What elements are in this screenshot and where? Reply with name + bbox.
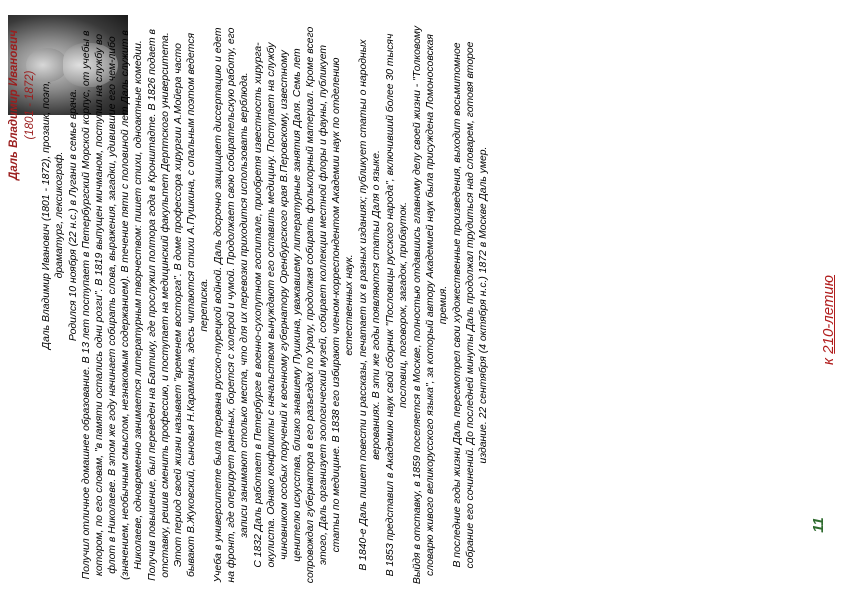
paragraph: Получив повышение, был переведен на Балтику, где прослужил полтора года в Кронштадте. В 1826 подает в отставку, решив сменить профессию, и поступает на медицинский факультет Дерптского университета. Этот период своей жизни называет "временем восторга". В доме профессора хирургии А.Мойера часто бывают В.Жуковский, сыновья Н.Карамзина, здесь читаются стихи А.Пушкина, с опальным поэтом ведется переписка. bbox=[147, 29, 210, 581]
paragraph: Учеба в университете была прервана русско-турецкой войной. Даль досрочно защищает диссертацию и едет на фронт, где оперирует раненых, борется с холерой и чумой. Продолжает свою собирательскую работу, его записи занимают столько места, что для их перевозки приходится использовать верблюда. bbox=[213, 27, 250, 583]
paragraph: Получил отличное домашнее образование. В 13 лет поступает в Петербургский Морской корпус, от учебы в котором, по его словам, "в памяти остались одни розги". В 1819 выпущен мичманом, поступил на службу во флот в Николаеве. В этом же году начинает собирать слова, выражения, загадки, удивившие его чем-либо (значением, необычным смыслом, незнакомым содержанием). В течение пяти с половиной лет Даль служит в Николаеве, одновременно занимается литературным творчеством: пишет стихи, одноактные комедии. bbox=[81, 30, 144, 580]
paragraph: В последние годы жизни Даль пересмотрел свои художественные произведения, выходит восьмитомное собрание его сочинений. До последней минуты Даль продолжал трудиться над словарем, готовя второе издание. 22 сентября (4 октября н.с.) 1872 в Москве Даль умер. bbox=[452, 41, 489, 569]
paragraphs bbox=[80, 25, 491, 585]
link-text[interactable]: 210-летию bbox=[820, 274, 837, 354]
paragraph: С 1832 Даль работает в Петербурге в военно-сухопутном госпитале, приобретя известность хирурга-окулиста. Однако конфликты с начальством вынуждают его оставить медицину. Поступает на службу чиновником особых поручений к военному губернатору Оренбургского края В.Перовскому, известному ценителю искусства, близко знавшему Пушкина, уважавшему литературные занятия Даля. Семь лет сопровождал губернатора в его разъездах по Уралу, продолжая собирать фольклорный материал. Кроме всего этого, Даль организует зоологический музей, собирает коллекции местной флоры и фауны, публикует статьи по медицине. В 1838 его избирают членом-корреспондентом Академии наук по отделению естественных наук. bbox=[253, 26, 355, 584]
paragraph: В 1840-е Даль пишет повести и рассказы, печатает их в разных изданиях; публикует статьи о народных верованиях. В эти же годы появляются статьи Даля о языке. bbox=[358, 39, 382, 571]
link-prefix: к bbox=[820, 357, 837, 365]
intro-line: Родился 10 ноября (22 н.с.) в Лугани в семье врача. bbox=[68, 88, 79, 342]
intro-line: Даль Владимир Иванович (1801 - 1872), прозаик, поэт, драматург, лексикограф. bbox=[41, 80, 65, 350]
anniversary-link[interactable] bbox=[820, 235, 837, 365]
page-subtitle-years: (1801 - 1872) bbox=[24, 70, 36, 140]
page-number: 11 bbox=[810, 517, 827, 533]
intro-block bbox=[40, 65, 81, 365]
paragraph: Выйдя в отставку, в 1859 поселяется в Москве, полностью отдавшись главному делу своей жизни - "Толковому словарю живого великорусского языка", за который автору Академией наук была присуждена Ломоносовская премия. bbox=[412, 25, 449, 585]
body-text bbox=[40, 0, 600, 595]
paragraph: В 1853 представил в Академию наук свой сборник "Пословицы русского народа", включивший более 30 тысяч пословиц, поговорок, загадок, прибауток. bbox=[385, 33, 409, 577]
page-title: Даль Владимир Иванович bbox=[8, 30, 20, 180]
